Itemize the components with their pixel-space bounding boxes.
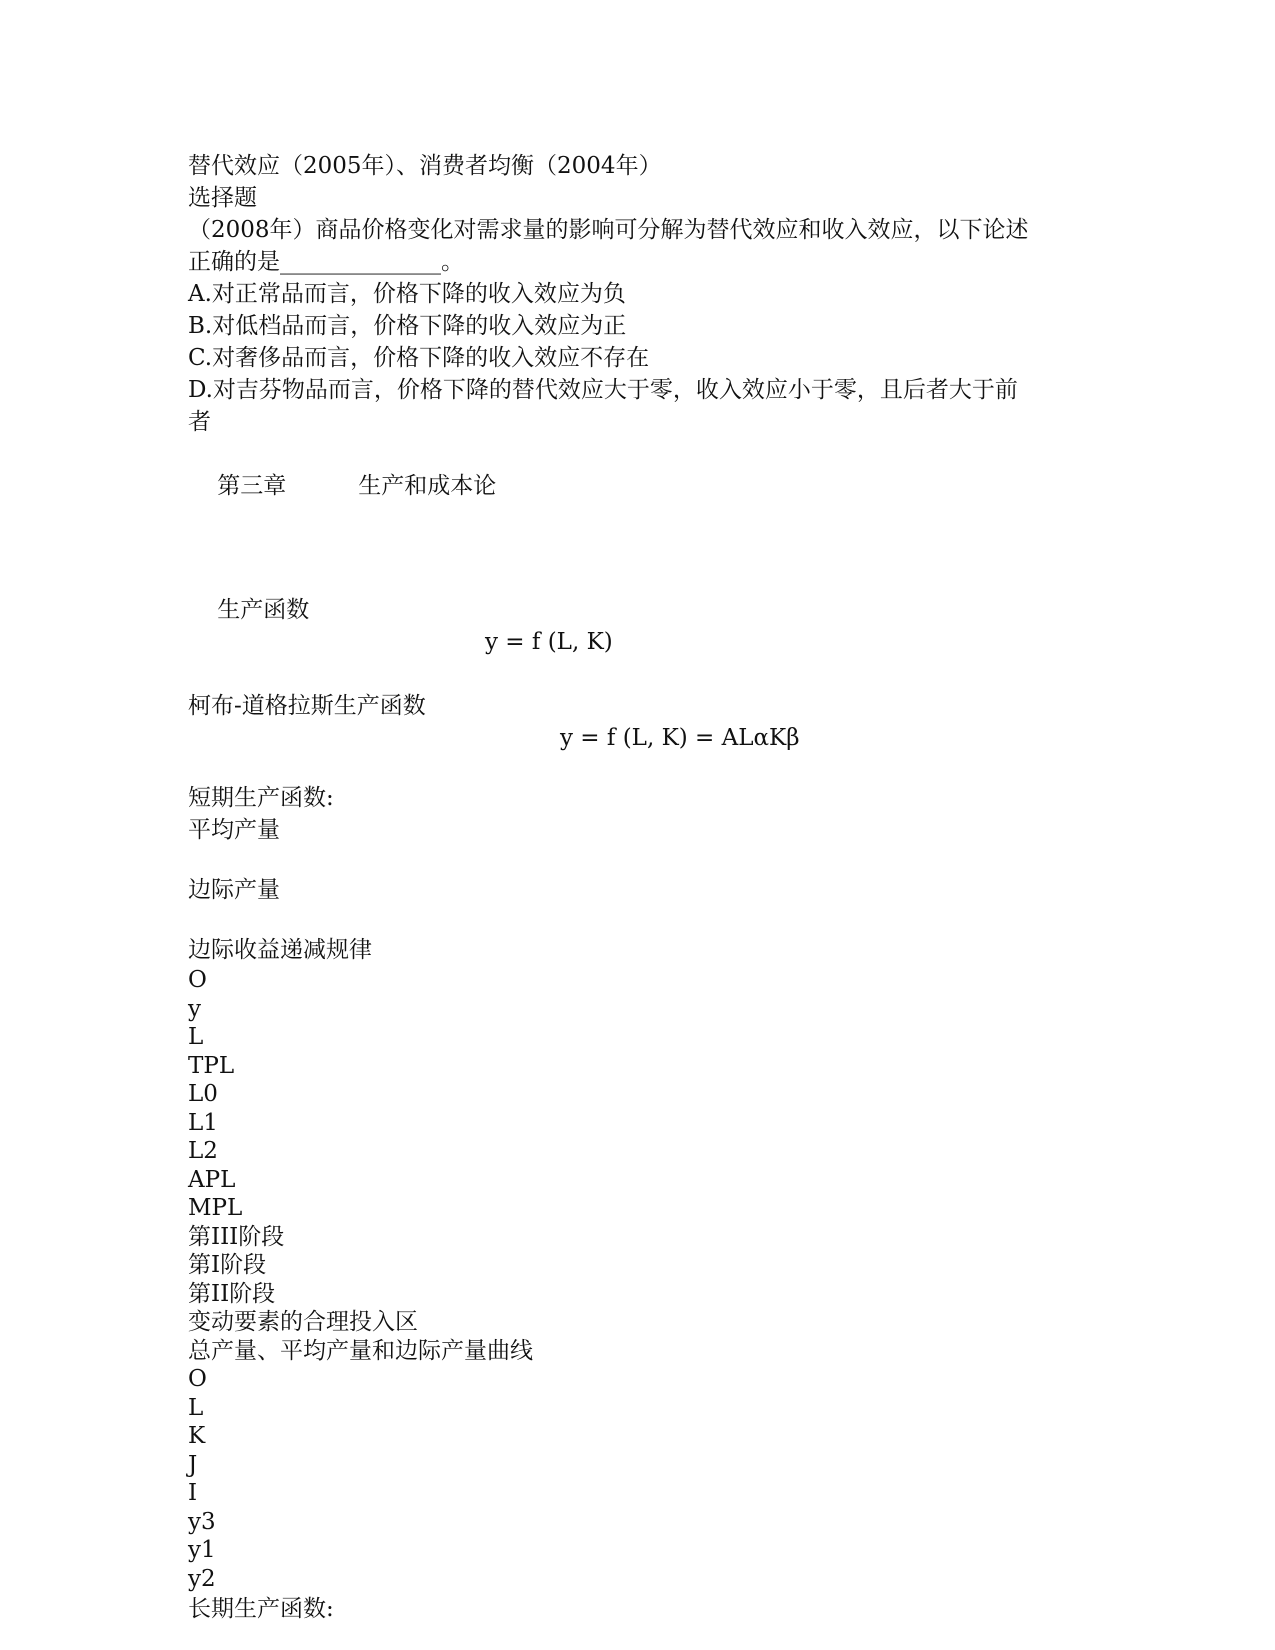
figure-1-labels — [188, 966, 1088, 1365]
figure-2-labels — [188, 1365, 1088, 1593]
fig1-label: L1 — [188, 1109, 218, 1136]
fig1-caption: 总产量、平均产量和边际产量曲线 — [188, 1337, 533, 1364]
fig2-label: J — [188, 1451, 198, 1478]
fig2-label: y3 — [188, 1508, 216, 1535]
fig2-label: y2 — [188, 1565, 216, 1592]
option-d-line-1: D.对吉芬物品而言，价格下降的替代效应大于零，收入效应小于零，且后者大于前 — [188, 377, 1018, 403]
production-function-line — [188, 562, 1088, 690]
cobb-douglas-label: 柯布-道格拉斯生产函数 — [188, 693, 426, 719]
question-stem-line-2: 正确的是______________。 — [188, 249, 464, 275]
chapter-title: 生产和成本论 — [358, 473, 497, 499]
chapter-heading — [188, 438, 1088, 534]
fig2-label: L — [188, 1394, 204, 1421]
option-b: B.对低档品而言，价格下降的收入效应为正 — [188, 313, 627, 339]
cobb-douglas-formula: y = f (L, K) = ALαKβ — [560, 725, 800, 751]
section-label: 选择题 — [188, 185, 257, 211]
long-run-heading: 长期生产函数: — [188, 1596, 334, 1622]
option-c: C.对奢侈品而言，价格下降的收入效应不存在 — [188, 345, 650, 371]
marginal-product-label: 边际产量 — [188, 877, 280, 903]
document-page — [188, 150, 1088, 1625]
production-function-formula: y = f (L, K) — [485, 629, 613, 655]
fig1-label: 第I阶段 — [188, 1252, 267, 1278]
average-product-label: 平均产量 — [188, 817, 280, 843]
fig2-label: K — [188, 1423, 206, 1449]
chapter-number: 第三章 — [217, 473, 287, 499]
fig1-label: TPL — [188, 1052, 235, 1079]
fig1-label: L0 — [188, 1081, 218, 1107]
fig1-label: y — [188, 995, 201, 1022]
question-stem-line-1: （2008年）商品价格变化对需求量的影响可分解为替代效应和收入效应，以下论述 — [188, 217, 1029, 243]
fig1-label: L — [188, 1024, 204, 1050]
fig2-label: I — [188, 1480, 198, 1506]
fig1-label: MPL — [188, 1195, 243, 1221]
diminishing-returns-label: 边际收益递减规律 — [188, 937, 372, 963]
production-function-label: 生产函数 — [217, 597, 310, 623]
fig2-label: y1 — [188, 1537, 216, 1563]
intro-block — [188, 150, 1088, 438]
fig1-label: 变动要素的合理投入区 — [188, 1309, 418, 1335]
fig1-label: O — [188, 967, 207, 993]
short-run-heading: 短期生产函数: — [188, 785, 334, 811]
fig1-label: APL — [188, 1166, 236, 1193]
topic-line: 替代效应（2005年）、消费者均衡（2004年） — [188, 153, 662, 179]
fig1-label: L2 — [188, 1138, 218, 1164]
fig1-label: 第II阶段 — [188, 1280, 276, 1307]
option-a: A.对正常品而言，价格下降的收入效应为负 — [188, 281, 626, 307]
fig2-label: O — [188, 1366, 207, 1392]
option-d-line-2: 者 — [188, 409, 211, 435]
fig1-label: 第III阶段 — [188, 1223, 285, 1250]
